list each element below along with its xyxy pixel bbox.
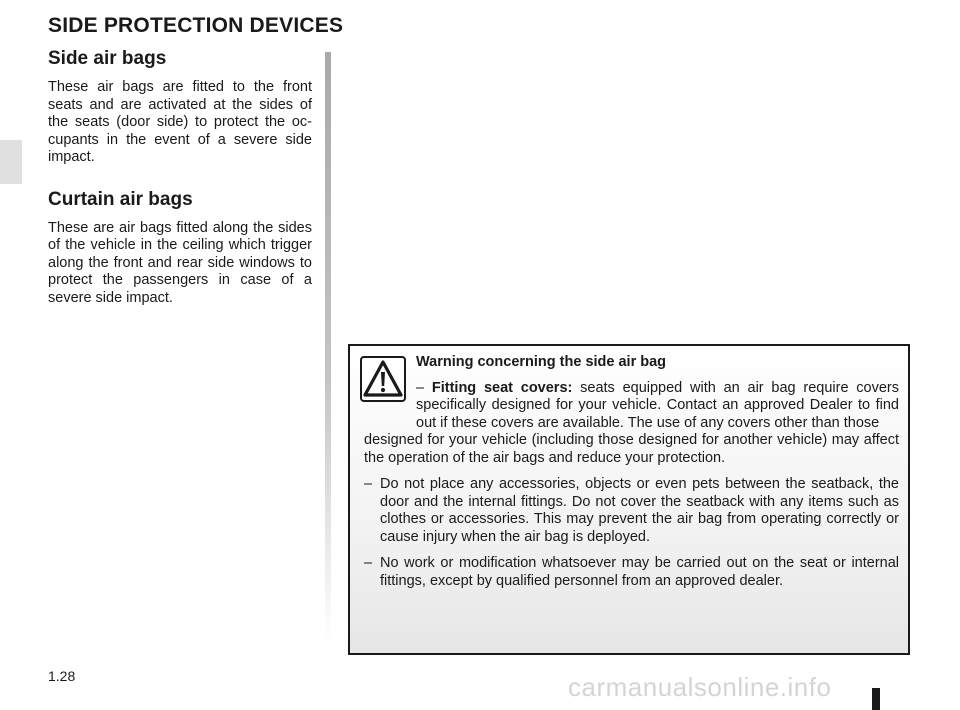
corner-mark [872, 688, 880, 710]
warning-item-dash: – [364, 476, 373, 492]
curtain-airbags-text: These are air bags fitted along the sides of the vehicle in the ceiling which trigger along the front and rear side windows to protect the passengers in case of a severe side impact. [48, 219, 312, 306]
warning-content [364, 354, 899, 599]
warning-item-seat-covers [364, 380, 899, 468]
watermark: carmanualsonline.info [568, 672, 832, 702]
curtain-airbags-heading: Curtain air bags [48, 188, 193, 210]
warning-item-accessories [364, 476, 899, 546]
page-title: SIDE PROTECTION DEVICES [48, 14, 344, 37]
warning-item-text: No work or modification whatsoever may be carried out on the seat or internal fittings, except by qualified personnel from an approved dealer. [380, 555, 899, 589]
warning-item-text: seats equipped with an air bag require covers specifically designed for your vehicle. Contact an approved Dealer to find out if these covers are available. The use of any covers other than those [416, 379, 900, 431]
warning-item-dash: – [416, 379, 425, 396]
left-column [48, 48, 312, 307]
warning-box [348, 344, 910, 655]
warning-item-lead: Fitting seat covers: [431, 379, 573, 396]
chapter-tab [0, 140, 22, 184]
page-number: 1.28 [48, 668, 76, 684]
warning-item-modification [364, 555, 899, 590]
side-airbags-text: These air bags are fitted to the front seats and are activated at the sides of the seats (door side) to protect the oc-cupants in the event of a severe side impact. [48, 79, 312, 165]
warning-item-tail: designed for your vehicle (including those designed for another vehicle) may affect the operation of the air bags and reduce your protection. [364, 432, 899, 466]
warning-item-dash: – [364, 555, 373, 571]
column-divider [325, 52, 331, 642]
side-airbags-heading: Side air bags [48, 48, 167, 69]
warning-item-text: Do not place any accessories, objects or even pets between the seatback, the door and the internal fittings. Do not cover the seatback with any items such as clothes or accessories. This may prevent the air bag from operating correctly or cause injury when the air bag is deployed. [380, 476, 899, 545]
warning-title: Warning concerning the side air bag [416, 354, 667, 370]
